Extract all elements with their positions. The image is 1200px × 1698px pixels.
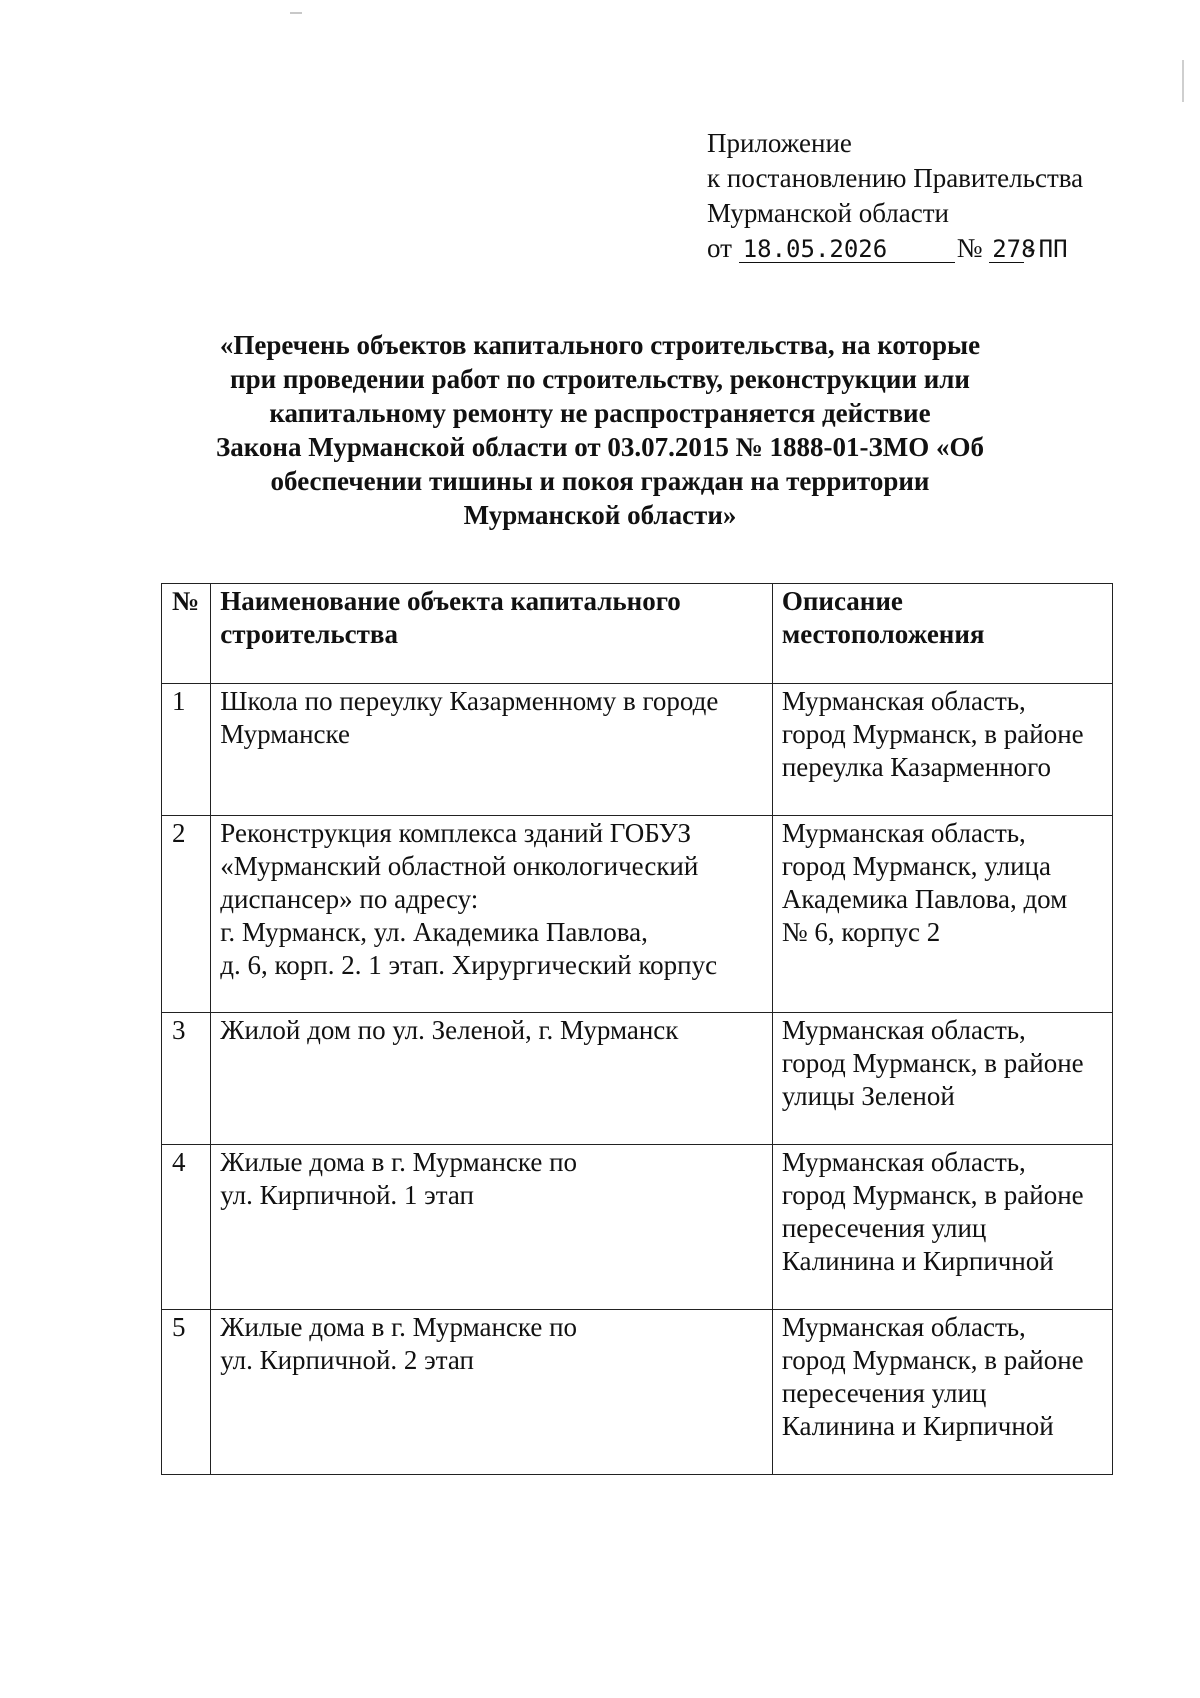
row-object-name xyxy=(211,1145,773,1310)
location-line: Мурманская область, xyxy=(781,686,1026,716)
row-num: 5 xyxy=(162,1310,211,1475)
objects-table xyxy=(161,583,1113,1475)
name-line: Школа по переулку Казарменному в городе xyxy=(220,686,719,716)
location-line: город Мурманск, в районе xyxy=(781,719,1084,749)
location-line: город Мурманск, в районе xyxy=(781,1048,1084,1078)
resolution-number-suffix: -ПП xyxy=(1024,235,1068,263)
title-line: «Перечень объектов капитального строительства, на которые xyxy=(219,330,981,360)
row-num: 2 xyxy=(162,816,211,1013)
name-line: Мурманске xyxy=(220,719,350,749)
header-location-line: Описание xyxy=(781,586,903,616)
row-num: 4 xyxy=(162,1145,211,1310)
header-location xyxy=(772,584,1112,684)
name-line: д. 6, корп. 2. 1 этап. Хирургический корпус xyxy=(220,950,718,980)
name-line: ул. Кирпичной. 2 этап xyxy=(220,1345,474,1375)
row-object-name xyxy=(211,1013,773,1145)
row-object-name xyxy=(211,816,773,1013)
appendix-line-1: Приложение xyxy=(707,128,852,158)
appendix-line-2: к постановлению Правительства xyxy=(707,163,1084,193)
scan-speck xyxy=(290,12,302,14)
title-line: при проведении работ по строительству, реконструкции или xyxy=(230,364,970,394)
row-location xyxy=(772,1145,1112,1310)
location-line: город Мурманск, в районе xyxy=(781,1345,1084,1375)
row-num: 1 xyxy=(162,684,211,816)
location-line: город Мурманск, в районе xyxy=(781,1180,1084,1210)
name-line: Жилые дома в г. Мурманске по xyxy=(220,1147,578,1177)
table-row xyxy=(162,1145,1113,1310)
row-location xyxy=(772,684,1112,816)
header-num: № xyxy=(162,584,211,684)
table-row xyxy=(162,1013,1113,1145)
number-prefix: № xyxy=(956,233,983,263)
header-location-line: местоположения xyxy=(781,619,985,649)
name-line: ул. Кирпичной. 1 этап xyxy=(220,1180,474,1210)
table-row xyxy=(162,816,1113,1013)
name-line: диспансер» по адресу: xyxy=(220,884,479,914)
location-line: Академика Павлова, дом xyxy=(781,884,1068,914)
location-line: улицы Зеленой xyxy=(781,1081,955,1111)
appendix-line-3: Мурманской области xyxy=(707,198,949,228)
name-line: Жилой дом по ул. Зеленой, г. Мурманск xyxy=(220,1015,679,1045)
header-name xyxy=(211,584,773,684)
date-prefix: от xyxy=(707,233,732,263)
header-name-line: строительства xyxy=(220,619,398,649)
row-location xyxy=(772,1013,1112,1145)
name-line: Жилые дома в г. Мурманске по xyxy=(220,1312,578,1342)
name-line: г. Мурманск, ул. Академика Павлова, xyxy=(220,917,648,947)
location-line: Мурманская область, xyxy=(781,1147,1026,1177)
title-line: капитальному ремонту не распространяется действие xyxy=(269,398,931,428)
location-line: пересечения улиц xyxy=(781,1378,987,1408)
row-object-name xyxy=(211,1310,773,1475)
location-line: № 6, корпус 2 xyxy=(781,917,941,947)
name-line: «Мурманский областной онкологический xyxy=(220,851,699,881)
name-line: Реконструкция комплекса зданий ГОБУЗ xyxy=(220,818,692,848)
row-location xyxy=(772,1310,1112,1475)
appendix-block xyxy=(707,126,1083,267)
row-num: 3 xyxy=(162,1013,211,1145)
header-name-line: Наименование объекта капитального xyxy=(220,586,681,616)
row-object-name xyxy=(211,684,773,816)
location-line: переулка Казарменного xyxy=(781,752,1052,782)
row-location xyxy=(772,816,1112,1013)
location-line: Мурманская область, xyxy=(781,1312,1026,1342)
table-row xyxy=(162,1310,1113,1475)
resolution-number: 278 xyxy=(989,236,1024,263)
scan-edge-mark xyxy=(1182,60,1184,102)
table-header-row xyxy=(162,584,1113,684)
title-line: обеспечении тишины и покоя граждан на территории xyxy=(270,466,930,496)
table-row xyxy=(162,684,1113,816)
title-line: Закона Мурманской области от 03.07.2015 № 1888-01-ЗМО «Об xyxy=(215,432,985,462)
document-title xyxy=(150,328,1050,532)
location-line: Калинина и Кирпичной xyxy=(781,1246,1054,1276)
appendix-date-line xyxy=(707,231,1083,267)
location-line: Мурманская область, xyxy=(781,818,1026,848)
location-line: Мурманская область, xyxy=(781,1015,1026,1045)
resolution-date: 18.05.2026 xyxy=(739,236,955,263)
location-line: Калинина и Кирпичной xyxy=(781,1411,1054,1441)
location-line: пересечения улиц xyxy=(781,1213,987,1243)
location-line: город Мурманск, улица xyxy=(781,851,1051,881)
title-line: Мурманской области» xyxy=(463,500,737,530)
